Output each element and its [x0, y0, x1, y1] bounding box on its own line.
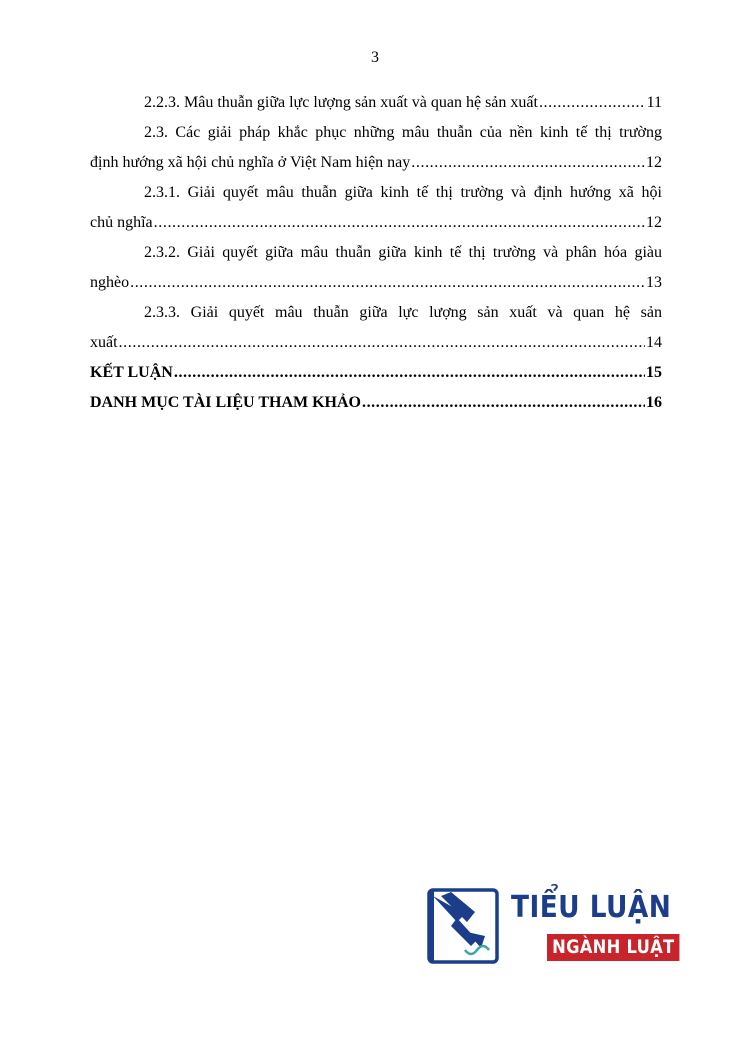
toc-entry-title-continued: nghèo [90, 274, 130, 291]
page-number: 3 [371, 49, 379, 66]
toc-leader-dots [154, 208, 645, 238]
toc-entry-title: 2.3. Các giải pháp khắc phục những mâu thuẫn của nền kinh tế thị trường [144, 124, 662, 141]
toc-page-number: 11 [646, 94, 662, 111]
toc-entry-title: 2.2.3. Mâu thuẫn giữa lực lượng sản xuất và quan hệ sản xuất [144, 94, 538, 111]
toc-entry-title: DANH MỤC TÀI LIỆU THAM KHẢO [90, 394, 361, 411]
toc-entry-title: KẾT LUẬN [90, 364, 173, 381]
toc-leader-dots [362, 388, 645, 418]
toc-leader-dots [130, 268, 645, 298]
toc-page-number: 14 [646, 334, 662, 351]
toc-leader-dots [119, 328, 645, 358]
toc-leader-dots [174, 358, 645, 388]
brand-logo [427, 888, 675, 968]
toc-entry-title-continued: định hướng xã hội chủ nghĩa ở Việt Nam hiện nay [90, 154, 411, 171]
toc-entry-2-3-3[interactable] [90, 298, 662, 358]
toc-entry-title: 2.3.2. Giải quyết giữa mâu thuẫn giữa kinh tế thị trường và phân hóa giàu [144, 244, 662, 261]
toc-page-number: 13 [646, 274, 662, 291]
toc-page-number: 15 [646, 364, 662, 381]
toc-entry-title: 2.3.1. Giải quyết mâu thuẫn giữa kinh tế thị trường và định hướng xã hội [144, 184, 662, 201]
logo-title: TIỂU LUẬN [511, 890, 672, 925]
logo-subtitle: NGÀNH LUẬT [547, 934, 680, 961]
toc-leader-dots [411, 148, 645, 178]
toc-leader-dots [539, 88, 646, 118]
toc-entry-title-continued: chủ nghĩa [90, 214, 153, 231]
fountain-pen-icon [427, 888, 499, 964]
toc-entry-title-continued: xuất [90, 334, 118, 351]
table-of-contents [90, 88, 662, 418]
toc-page-number: 12 [646, 214, 662, 231]
toc-page-number: 16 [646, 394, 662, 411]
toc-entry-2-3[interactable] [90, 118, 662, 178]
toc-entry-references[interactable] [90, 388, 662, 418]
toc-entry-ket-luan[interactable] [90, 358, 662, 388]
toc-entry-2-3-1[interactable] [90, 178, 662, 238]
toc-entry-2-2-3[interactable] [90, 88, 662, 118]
toc-entry-2-3-2[interactable] [90, 238, 662, 298]
toc-entry-title: 2.3.3. Giải quyết mâu thuẫn giữa lực lượng sản xuất và quan hệ sản [144, 304, 662, 321]
toc-page-number: 12 [646, 154, 662, 171]
